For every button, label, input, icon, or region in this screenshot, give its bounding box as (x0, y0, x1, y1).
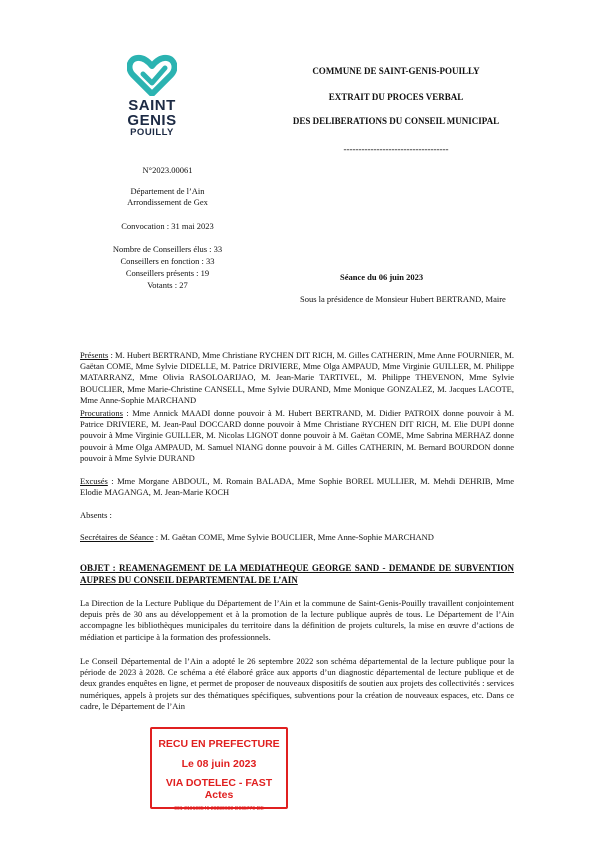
body-paragraph-2: Le Conseil Départemental de l’Ain a adopté le 26 septembre 2022 son schéma départemental de la lecture publique pour la période de 2023 à 2028. Ce schéma a été élaboré grâce aux apports d’un diagnostic départemental de lecture publique et de deux grandes enquêtes en ligne, et permet de proposer de nouveaux dispositifs de soutien aux projets des collectivités : services numériques, appels à projets sur des thématiques spécifiques, subventions pour la création de nouveaux espaces, etc. Dans ce cadre, le Département de l’Ain (80, 656, 514, 711)
logo-text-pouilly: POUILLY (130, 127, 174, 138)
secretaires-label: Secrétaires de Séance (80, 532, 154, 542)
deliberation-number: N°2023.00061 (142, 165, 193, 175)
heart-logo-icon (127, 54, 177, 96)
conseillers-presents: Conseillers présents : 19 (125, 268, 210, 278)
arrondissement-text: Arrondissement de Gex (127, 197, 208, 207)
logo-text-saint: SAINT (128, 97, 176, 114)
excuses-list: : Mme Morgane ABDOUL, M. Romain BALADA, Mme Sophie BOREL MULLIER, M. Mehdi DEHRIB, Mme Elodie MAGANGA, M. Jean-Marie KOCH (80, 476, 514, 498)
header-separator: ----------------------------------- (343, 144, 449, 154)
body-paragraph-1: La Direction de la Lecture Publique du Département de l’Ain et la commune de Saint-Genis-Pouilly travaillent conjointement depuis près de 30 ans au développement et à la promotion de la lecture publique auprès de tous. Le Département de l’Ain accompagne les bibliothèques municipales du territoire dans la définition de projets culturels, la mise en œuvre d’actions de médiation et participe à la formation des professionnels. (80, 598, 514, 642)
commune-heading: COMMUNE DE SAINT-GENIS-POUILLY (312, 66, 480, 76)
presents-label: Présents (80, 350, 109, 360)
deliberations-heading: DES DELIBERATIONS DU CONSEIL MUNICIPAL (292, 116, 500, 126)
excuses-label: Excusés (80, 476, 108, 486)
seance-date: Séance du 06 juin 2023 (340, 272, 424, 282)
presidence-text: Sous la présidence de Monsieur Hubert BERTRAND, Maire (300, 294, 506, 304)
secretaires-paragraph (80, 532, 514, 543)
prefecture-stamp (150, 727, 288, 812)
objet-title: REAMENAGEMENT DE LA MEDIATHEQUE GEORGE SAND - DEMANDE DE SUBVENTION AUPRES DU CONSEIL DEPARTEMENTAL DE L’AIN (80, 563, 514, 585)
procurations-label: Procurations (80, 408, 123, 418)
stamp-received-text: RECU EN PREFECTURE (158, 738, 280, 750)
excuses-paragraph (80, 476, 514, 498)
stamp-reference: 001-210100546-20230608-D065770-DE (174, 806, 264, 812)
stamp-via: VIA DOTELEC - FAST Actes (165, 777, 273, 801)
presents-paragraph (80, 350, 514, 406)
objet-heading (80, 563, 514, 586)
convocation-date: Convocation : 31 mai 2023 (121, 221, 214, 231)
objet-label: OBJET : (80, 563, 116, 573)
conseillers-elus: Nombre de Conseillers élus : 33 (112, 244, 223, 254)
extrait-heading: EXTRAIT DU PROCES VERBAL (328, 92, 464, 102)
secretaires-list: : M. Gaëtan COME, Mme Sylvie BOUCLIER, Mme Anne-Sophie MARCHAND (153, 532, 434, 542)
logo-text-genis: GENIS (127, 112, 177, 129)
departement-text: Département de l’Ain (130, 186, 205, 196)
procurations-list: : Mme Annick MAADI donne pouvoir à M. Hubert BERTRAND, M. Didier PATROIX donne pouvoir à M. Patrice DRIVIERE, M. Jean-Paul DOCCARD donne pouvoir à Mme Christiane RYCHEN DIT RICH, M. Elie DUPI donne pouvoir à Mme Virginie GUILLER, M. Nicolas LIGNOT donne pouvoir à M. Gaëtan COME, Mme Sabrina MERHAZ donne pouvoir à Mme Olga AMPAUD, M. Samuel NIANG donne pouvoir à M. Gilles CATHERIN, M. Bernard BOURDON donne pouvoir à Mme Sylvie DURAND (80, 408, 514, 463)
stamp-date: Le 08 juin 2023 (181, 758, 257, 770)
conseillers-fonction: Conseillers en fonction : 33 (120, 256, 215, 266)
procurations-paragraph (80, 408, 514, 464)
votants-count: Votants : 27 (147, 280, 188, 290)
presents-list: : M. Hubert BERTRAND, Mme Christiane RYCHEN DIT RICH, M. Gilles CATHERIN, Mme Anne FOURNIER, M. Gaëtan COME, Mme Sylvie DIDELLE, M. Patrice DRIVIERE, Mme Olga AMPAUD, Mme Virginie GUILLER, M. Philippe MATARRANZ, Mme Olivia RASOLOARIJAO, M. Jean-Marie TARTIVEL, M. Philippe THEVENON, Mme Sylvie BOUCLIER, Mme Marie-Christine CANSELL, Mme Sylvie DURAND, Mme Monique GONZALEZ, M. Jacques LACOTE, Mme Anne-Sophie MARCHAND (80, 350, 514, 405)
absents-line: Absents : (80, 510, 112, 520)
saint-genis-pouilly-logo (112, 54, 192, 144)
